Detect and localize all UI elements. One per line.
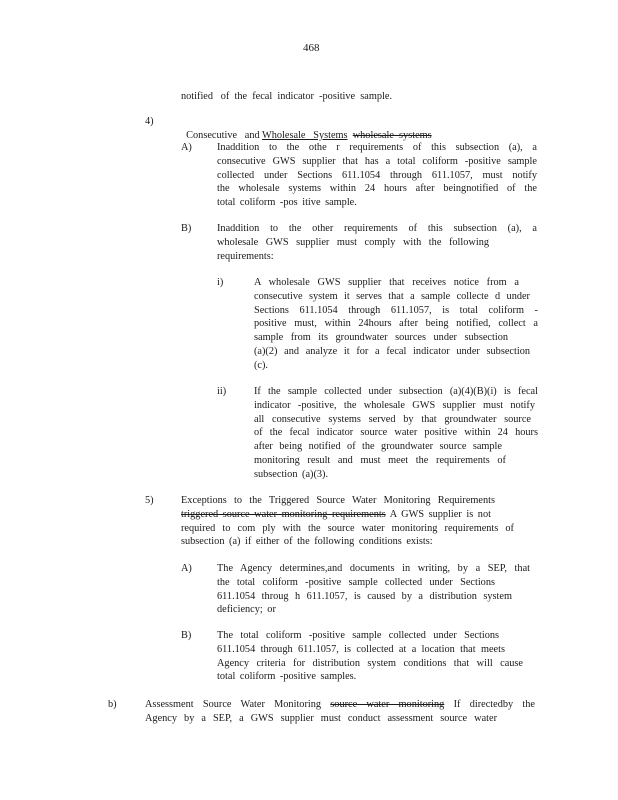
text-segment: If directedby the: [444, 699, 535, 710]
paragraph: [217, 222, 537, 263]
paragraph: [217, 141, 537, 210]
section-heading: [181, 115, 432, 143]
item-number: B): [181, 630, 192, 641]
text-line: total coliform -positive samples.: [217, 671, 357, 683]
paragraph: [181, 494, 521, 549]
text-line: indicator -positive, the wholesale GWS supplier must notify: [254, 399, 535, 411]
paragraph: [217, 629, 537, 684]
text-line: consecutive system it serves that a sample collecte d under: [254, 290, 530, 302]
item-number: i): [217, 277, 224, 288]
text-line: monitoring result and must meet the requirements of: [254, 454, 506, 466]
inserted-text: Wholesale Systems: [262, 129, 348, 141]
paragraph: [145, 698, 535, 726]
deleted-text: wholesale systems: [352, 129, 432, 141]
text-line: Inaddition to the other requirements of this subsection (a), a: [217, 223, 537, 234]
text-line: sample from its groundwater sources under subsection: [254, 332, 508, 344]
item-number: A): [181, 142, 192, 153]
text-line: total coliform -pos itive sample.: [217, 197, 357, 209]
text-line: deficiency; or: [217, 604, 276, 616]
text-line: [181, 508, 521, 522]
text-line: Inaddition to the othe r requirements of this subsection (a), a: [217, 142, 537, 153]
text-segment: A GWS supplier is not: [385, 508, 491, 520]
text-line: notified of the fecal indicator -positive sample.: [181, 91, 393, 102]
text-line: 611.1054 throug h 611.1057, is caused by a distribution system: [217, 590, 512, 602]
text-line: (c).: [254, 359, 269, 371]
text-line: The Agency determines,and documents in writing, by a SEP, that: [217, 563, 530, 574]
text-line: Agency by a SEP, a GWS supplier must conduct assessment source water: [145, 712, 497, 724]
text-line: requirements:: [217, 250, 274, 262]
text-line: Agency criteria for distribution system conditions that will cause: [217, 657, 523, 669]
deleted-text: source water monitoring: [330, 699, 445, 710]
text-line: positive must, within 24hours after being notified, collect a: [254, 318, 538, 330]
item-number: B): [181, 223, 192, 234]
deleted-text: triggered source water monitoring requirements: [181, 508, 386, 520]
text-line: consecutive GWS supplier that has a total coliform -positive sample: [217, 155, 537, 167]
text-line: after being notified of the groundwater source sample: [254, 441, 502, 453]
text-line: (a)(2) and analyze it for a fecal indicator under subsection: [254, 345, 530, 357]
text-line: the total coliform -positive sample collected under Sections: [217, 576, 495, 588]
text-line: Sections 611.1054 through 611.1057, is total coliform -: [254, 304, 538, 316]
text-line: of the fecal indicator source water positive within 24 hours: [254, 427, 538, 439]
text-line: If the sample collected under subsection (a)(4)(B)(i) is fecal: [254, 386, 538, 397]
text-line: all consecutive systems served by that groundwater source: [254, 413, 531, 425]
text-line: subsection (a) if either of the following conditions exists:: [181, 536, 433, 548]
page-number: 468: [303, 42, 320, 54]
text-line: The total coliform -positive sample collected under Sections: [217, 630, 499, 641]
text-segment: Assessment Source Water Monitoring: [145, 699, 331, 710]
item-number: ii): [217, 386, 227, 397]
text-line: 611.1054 through 611.1057, is collected at a location that meets: [217, 643, 505, 655]
text-line: A wholesale GWS supplier that receives notice from a: [254, 277, 519, 288]
item-number: A): [181, 563, 192, 574]
text-line: required to com ply with the source water monitoring requirements of: [181, 522, 514, 534]
text-line: [145, 698, 535, 712]
text-line: Exceptions to the Triggered Source Water Monitoring Requirements: [181, 495, 495, 506]
text-line: subsection (a)(3).: [254, 468, 329, 480]
item-number: b): [108, 699, 117, 710]
heading-text: Consecutive and: [186, 129, 263, 141]
paragraph: [217, 562, 537, 617]
text-line: collected under Sections 611.1054 through 611.1057, must notify: [217, 169, 537, 181]
text-line: the wholesale systems within 24 hours after beingnotified of the: [217, 183, 537, 195]
paragraph: [254, 276, 538, 373]
paragraph: [254, 385, 538, 482]
item-number: 5): [145, 495, 154, 506]
text-line: wholesale GWS supplier must comply with the following: [217, 236, 489, 248]
item-number: 4): [145, 116, 154, 127]
